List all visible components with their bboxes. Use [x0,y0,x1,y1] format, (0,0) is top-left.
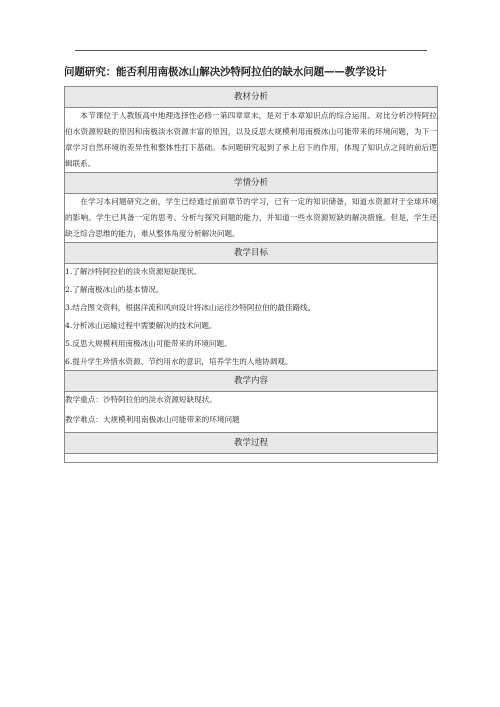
content-points [65,392,438,433]
header-rule [75,50,427,51]
process-body [65,454,438,463]
lesson-plan-table [64,86,438,463]
objective-item: 6.提升学生珍惜水资源、节约用水的意识，培养学生的人地协调观。 [65,357,293,366]
material-heading: 教材分析 [65,87,438,108]
students-body-row [65,194,438,243]
students-heading: 学情分析 [65,173,438,194]
material-body-row [65,108,438,173]
students-text: 在学习本问题研究之前，学生已经通过前面章节的学习，已有一定的知识储备，知道水资源对于全球环境的影响。学生已具备一定的思考、分析与探究问题的能力，并知道一些水资源短缺的解决措施。但是，学生还缺乏综合思维的能力，难从整体角度分析解决问题。 [65,194,438,243]
content-body-row [65,392,438,433]
content-heading: 教学内容 [65,371,438,392]
objectives-body-row [65,264,438,371]
objectives-heading-row [65,243,438,264]
process-heading: 教学过程 [65,433,438,454]
material-text: 本节课位于人教版高中地理选择性必修一第四章章末，是对于本章知识点的综合运用。对比分析沙特阿拉伯水资源短缺的原因和南极淡水资源丰富的原因，以及反思大规模利用南极冰山可能带来的环境问题，为下一章学习自然环境的差异性和整体性打下基础。本问题研究起到了承上启下的作用，体现了知识点之间的前后逻辑联系。 [65,108,438,173]
objective-item: 5.反思大规模利用南极冰山可能带来的环境问题。 [65,339,232,348]
content-heading-row [65,371,438,392]
process-heading-row [65,433,438,454]
objective-item: 2.了解南极冰山的基本情况。 [65,285,164,294]
objectives-heading: 教学目标 [65,243,438,264]
objective-item: 1.了解沙特阿拉伯的淡水资源短缺现状。 [65,267,202,276]
material-heading-row [65,87,438,108]
objectives-list [65,264,438,371]
objective-item: 3.结合图文资料，根据洋流和风向设计将冰山运往沙特阿拉伯的最佳路线。 [65,303,316,312]
process-body-row [65,454,438,463]
key-point: 教学重点：沙特阿拉伯的淡水资源短缺现状。 [65,395,217,404]
objective-item: 4.分析冰山运输过程中需要解决的技术问题。 [65,321,217,330]
document-title: 问题研究：能否利用南极冰山解决沙特阿拉伯的缺水问题——教学设计 [64,66,387,78]
students-heading-row [65,173,438,194]
difficult-point: 教学难点：大规模利用南极冰山可能带来的环境问题 [65,415,240,424]
